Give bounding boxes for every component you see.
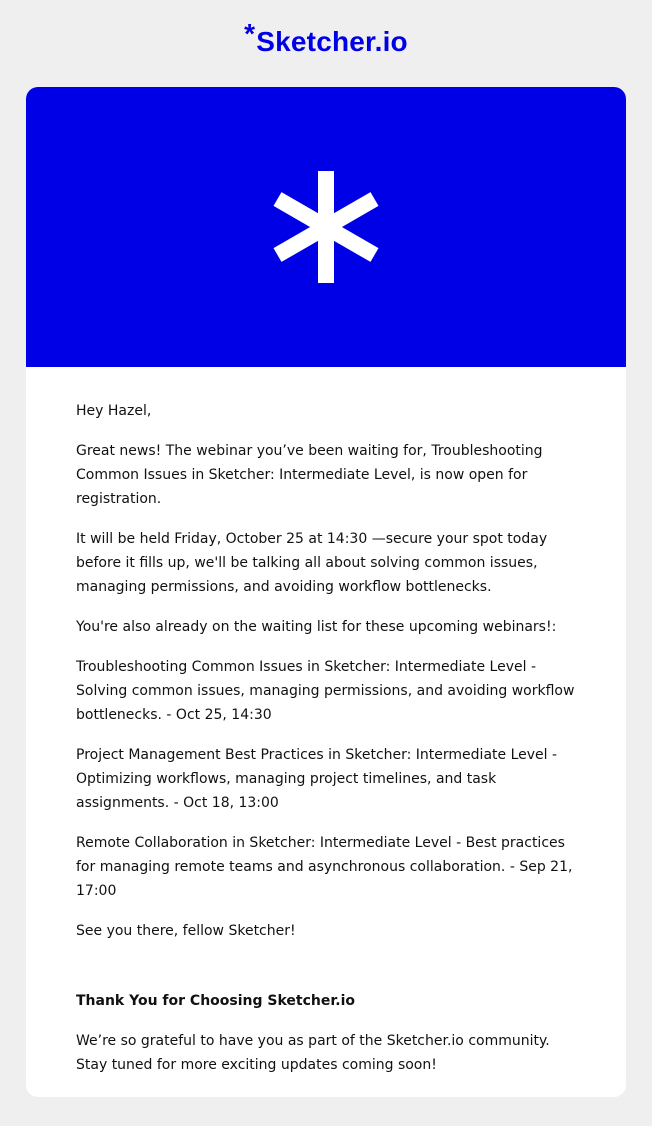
hero-banner	[26, 87, 626, 367]
webinar-item: Remote Collaboration in Sketcher: Intermediate Level - Best practices for managing remote teams and asynchronous collaboration. - Sep 21, 17:00	[76, 835, 573, 899]
thanks-body: We’re so grateful to have you as part of the Sketcher.io community. Stay tuned for more exciting updates coming soon!	[76, 1033, 550, 1073]
intro-paragraph: Great news! The webinar you’ve been waiting for, Troubleshooting Common Issues in Sketcher: Intermediate Level, is now open for registration.	[76, 443, 543, 507]
email-card	[26, 87, 626, 1097]
thanks-heading: Thank You for Choosing Sketcher.io	[76, 993, 355, 1009]
schedule-paragraph: It will be held Friday, October 25 at 14:30 —secure your spot today before it fills up, we'll be talking all about solving common issues, managing permissions, and avoiding workflow bottlenecks.	[76, 531, 548, 595]
logo-text: Sketcher.io	[256, 26, 408, 57]
webinar-item: Troubleshooting Common Issues in Sketcher: Intermediate Level - Solving common issues, managing permissions, and avoiding workflow bottlenecks. - Oct 25, 14:30	[76, 659, 575, 723]
signoff-text: See you there, fellow Sketcher!	[76, 923, 296, 939]
greeting-text: Hey Hazel,	[76, 403, 152, 419]
webinar-item: Project Management Best Practices in Sketcher: Intermediate Level - Optimizing workflows, managing project timelines, and task assignments. - Oct 18, 13:00	[76, 747, 558, 811]
email-body	[76, 399, 576, 1093]
brand-logo[interactable]	[0, 20, 652, 64]
asterisk-icon	[266, 167, 386, 287]
waitlist-intro: You're also already on the waiting list for these upcoming webinars!:	[76, 619, 557, 635]
logo-asterisk-icon: *	[244, 18, 256, 49]
